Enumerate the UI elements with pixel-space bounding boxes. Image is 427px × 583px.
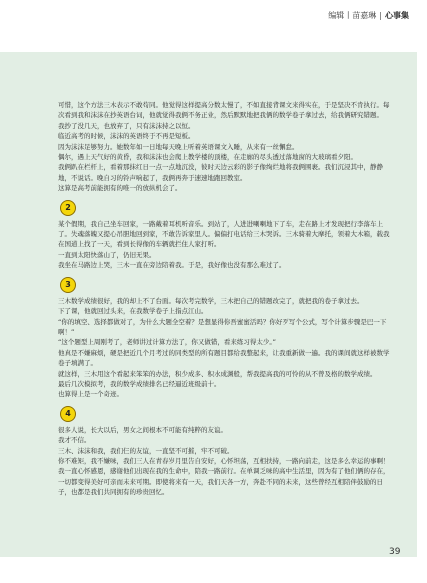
paragraph: 三木、沫沫和我，我们仨的友谊，一直坚不可摧，牢不可破。: [58, 446, 234, 455]
section-2: [58, 200, 393, 271]
page-number: 39: [389, 547, 401, 557]
paragraph: 我抄了没几天，也放弃了，只有沫沫持之以恒。: [58, 121, 195, 130]
section-4: [58, 406, 393, 498]
paragraph: 我才不信。: [58, 436, 91, 445]
section-number-badge: 4: [60, 406, 76, 422]
paragraph: 你不难矩，我不嫌味，我们三人在青春岁月里告自安好，心怀坦荡，互相扶持，一路向前走，这是多么幸运的事啊！: [58, 456, 390, 465]
paragraph: 偶尔，遇上天气好的黄昏，我和沫沫也会爬上教学楼的顶楼，在走廊的尽头透过落地窗的大玻璃看夕阳。: [58, 153, 357, 162]
paragraph: 我俩趴在栏杆上，看着那抹红日一点一点地沉没，彼时天边云彩的影子像绚烂地将我俩围裹。我们沉浸其中，静静地，不说话。晚自习的铃声响起了，我俩再奔于速速地跑回教室。: [58, 163, 383, 182]
paragraph: 最后几次模拟考，我的数学成绩排名已经逼近班级前十。: [58, 379, 221, 388]
paragraph: “这个题型上周刚考了，老师讲过计算方法了，你又做错，看来练习得太少。”: [58, 338, 276, 347]
section-number-badge: 3: [60, 277, 76, 293]
paragraph: 下了课，他就回过头来，在我数学卷子上指点江山。: [58, 307, 208, 316]
section-1: [58, 100, 393, 194]
section-number-badge: 2: [60, 200, 76, 216]
paragraph: 我坐在马路边上哭，三木一直在旁边陪着我。于是，我好像也没有那么难过了。: [58, 261, 286, 270]
paragraph: 他真是不嫌麻烦，硬是把近几个月考过的同类型的所有题目都给我整起来，让我重新做一遍。我的课间就这样被数学卷子填满了。: [58, 348, 390, 368]
paragraph: 因为沫沫足够努力。她数年如一日地每天晚上听着英语课文入睡，从来有一丝懈怠。: [58, 142, 299, 151]
paragraph: 三木数学成绩很好，我的却上不了台面。每次考完数学，三木把自己的错题改完了，就把我的卷子拿过去。: [58, 296, 364, 305]
editor-credit: 编辑丨苗嘉琳: [328, 11, 377, 20]
article-body: [58, 100, 393, 498]
paragraph: “你的填空、选择都做对了，为什么大题全空着？是想显得你吾蜜蜜活吗？你好歹写个公式，写个计算步骤是巴一下啊！”: [58, 317, 387, 336]
paragraph: 可惜，这个方法三木表示不敢苟同。他觉得这样提高分数太慢了，不如直接背课文来得实在，于是坚决不肯执行。每次看到我和沫沫在抄英语台词，他就觉得我俩不务正业，然后默默地把我俩的数学卷子拿过去，给我俩研究错题。: [58, 101, 390, 120]
paragraph: 我一直心怀感恩，感谢他们出现在我的生命中，陪我一路前行。在单调乏味的高中生活里，因为有了他们俩的存在，一切都变得美好可亲而未来可期。即使将来有一天，我们天各一方，奔赴不同的未来，这些曾经互相陪伴鼓励的日子，也都是我们共同拥有的珍贵回忆。: [58, 467, 390, 497]
paragraph: 临近高考的时候，沫沫的英语终于不再是短板。: [58, 132, 195, 141]
page-header: [0, 0, 427, 34]
header-text: [328, 10, 409, 21]
column-name: 心事集: [385, 11, 409, 20]
paragraph: 也算得上是一个奇迹。: [58, 390, 123, 399]
paragraph: 很多人说，长大以后，男女之间根本不可能有纯粹的友谊。: [58, 425, 227, 434]
right-margin-strip: [417, 52, 427, 557]
paragraph: 就这样，三木用这个看起来笨笨的办法，积少成多、积水成渊般，帮我提高我的可怜的从不曾及格的数学成绩。: [58, 369, 377, 378]
paragraph: 某个假期，我自己坐车回家，一路戴着耳机听音乐。到站了，人进进喇喇地下了车，走在路上才发现把行李落车上了。失魂落魄又提心吊胆地回到家，不敢告诉家里人。偏偏打电话给三木哭诉。三木骑着大摩托，领着大木箱，载我在国道上找了一天，看到长得像的车辆就拦住人家打听。: [58, 219, 390, 249]
paragraph: 这算是高考前能拥有的唯一的放纵机会了。: [58, 184, 182, 193]
section-3: [58, 277, 393, 400]
paragraph: 一直到太阳快落山了，仍旧无果。: [58, 250, 156, 259]
header-separator: |: [379, 11, 382, 20]
